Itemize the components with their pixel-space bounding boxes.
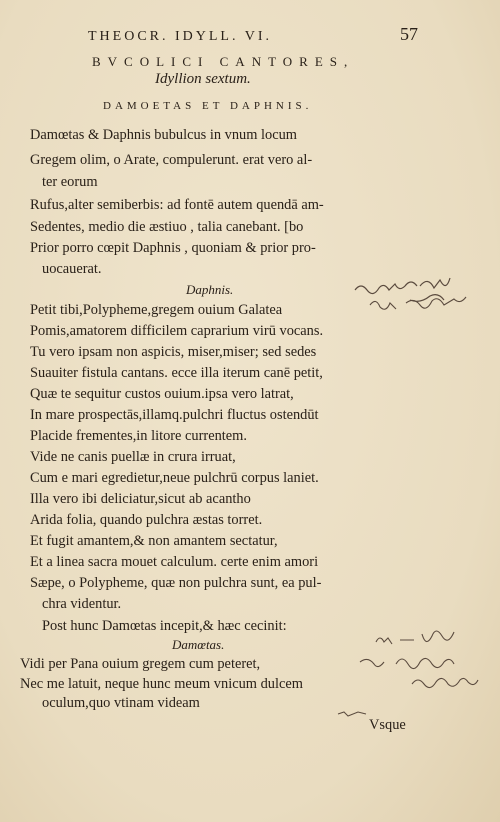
- running-head: THEOCR. IDYLL. VI.: [88, 29, 273, 44]
- verse-line: Suauiter fistula cantans. ecce illa iterum canē petit,: [30, 365, 323, 381]
- prologue-line: Prior porro cœpit Daphnis , quoniam & prior pro-: [30, 240, 316, 256]
- prologue-line: uocauerat.: [42, 261, 102, 277]
- verse-line: Tu vero ipsam non aspicis, miser,miser; sed sedes: [30, 344, 317, 360]
- verse-line: Placide frementes,in litore currentem.: [30, 428, 247, 444]
- verse-line: Arida folia, quando pulchra æstas torret.: [30, 512, 263, 528]
- verse-line: Vide ne canis puellæ in crura irruat,: [30, 449, 236, 465]
- verse-line: Vidi per Pana ouium gregem cum peteret,: [20, 656, 261, 672]
- marginal-scribble-5: [408, 670, 488, 696]
- prologue-line: Damœtas & Daphnis bubulcus in vnum locum: [30, 127, 297, 143]
- verse-line: Et fugit amantem,& non amantem sectatur,: [30, 533, 278, 549]
- prologue-line: Sedentes, medio die æstiuo , talia canebant. [bo: [30, 219, 304, 235]
- section-title: BVCOLICI CANTORES,: [92, 54, 355, 69]
- prologue-line: Gregem olim, o Arate, compulerunt. erat vero al-: [30, 152, 313, 168]
- verse-line: In mare prospectās,illamq.pulchri fluctus ostendūt: [30, 407, 319, 423]
- page-number: 57: [400, 24, 418, 44]
- verse-line: Petit tibi,Polypheme,gregem ouium Galatea: [30, 302, 283, 318]
- verse-line: Sæpe, o Polypheme, quæ non pulchra sunt, ea pul-: [30, 575, 322, 591]
- verse-line: Nec me latuit, neque hunc meum vnicum dulcem: [20, 676, 303, 692]
- page-header: [88, 24, 418, 45]
- prologue-line: Rufus,alter semiberbis: ad fontē autem quendā am-: [30, 197, 324, 213]
- transition-line: Post hunc Damœtas incepit,& hæc cecinit:: [42, 618, 287, 634]
- verse-line: Quæ te sequitur custos ouium.ipsa vero latrat,: [30, 386, 294, 402]
- marginal-scribble-6: [336, 708, 370, 726]
- verse-line: Et a linea sacra mouet calculum. certe enim amori: [30, 554, 319, 570]
- idyll-subtitle: Idyllion sextum.: [155, 71, 251, 87]
- verse-line: oculum,quo vtinam videam: [42, 695, 200, 711]
- marginal-scribble-2: [366, 293, 486, 317]
- verse-line: chra videntur.: [42, 596, 122, 612]
- verse-line: Illa vero ibi deliciatur,sicut ab acantho: [30, 491, 251, 507]
- catchword: Vsque: [369, 717, 406, 733]
- speaker-label-damoetas: Damœtas.: [172, 637, 225, 652]
- verse-line: Pomis,amatorem difficilem caprarium virū vocans.: [30, 323, 324, 339]
- prologue-line: ter eorum: [42, 174, 98, 190]
- speakers-heading: DAMOETAS ET DAPHNIS.: [103, 100, 313, 112]
- speaker-label-daphnis: Daphnis.: [186, 282, 234, 297]
- verse-line: Cum e mari egredietur,neue pulchrū corpus laniet.: [30, 470, 319, 486]
